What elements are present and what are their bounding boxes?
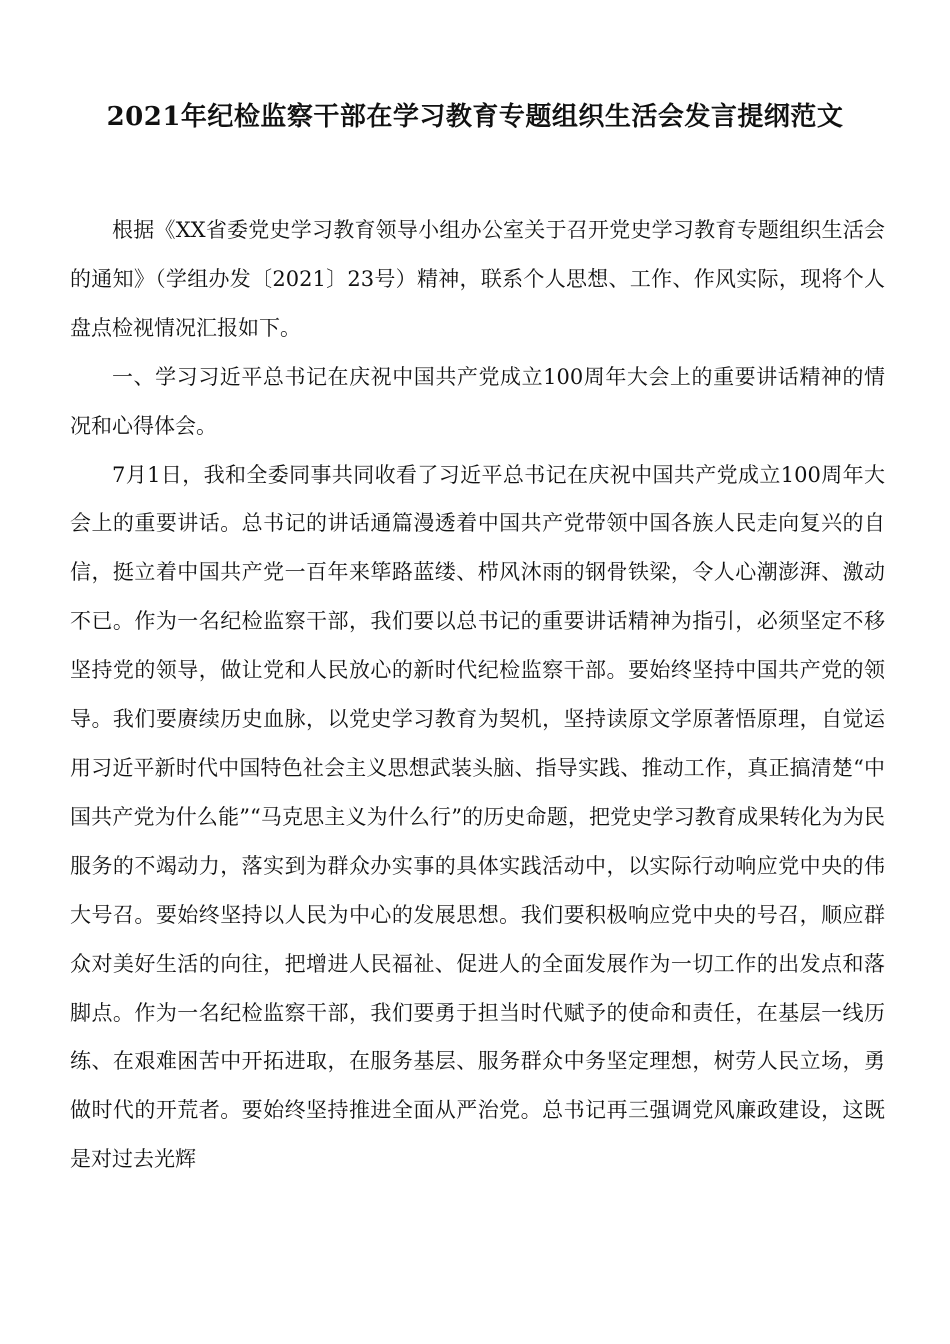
document-body	[70, 206, 885, 1184]
paragraph-body: 7月1日，我和全委同事共同收看了习近平总书记在庆祝中国共产党成立100周年大会上的重要讲话。总书记的讲话通篇漫透着中国共产党带领中国各族人民走向复兴的自信，挺立着中国共产党一百年来筚路蓝缕、栉风沐雨的钢骨铁梁，令人心潮澎湃、激动不已。作为一名纪检监察干部，我们要以总书记的重要讲话精神为指引，必须坚定不移坚持党的领导，做让党和人民放心的新时代纪检监察干部。要始终坚持中国共产党的领导。我们要赓续历史血脉，以党史学习教育为契机，坚持读原文学原著悟原理，自觉运用习近平新时代中国特色社会主义思想武装头脑、指导实践、推动工作，真正搞清楚“中国共产党为什么能”“马克思主义为什么行”的历史命题，把党史学习教育成果转化为为民服务的不竭动力，落实到为群众办实事的具体实践活动中，以实际行动响应党中央的伟大号召。要始终坚持以人民为中心的发展思想。我们要积极响应党中央的号召，顺应群众对美好生活的向往，把增进人民福祉、促进人的全面发展作为一切工作的出发点和落脚点。作为一名纪检监察干部，我们要勇于担当时代赋予的使命和责任，在基层一线历练、在艰难困苦中开拓进取，在服务基层、服务群众中务坚定理想，树劳人民立场，勇做时代的开荒者。要始终坚持推进全面从严治党。总书记再三强调党风廉政建设，这既是对过去光辉	[70, 462, 885, 1172]
document-title: 2021年纪检监察干部在学习教育专题组织生活会发言提纲范文	[106, 102, 844, 132]
paragraph-section-heading: 一、学习习近平总书记在庆祝中国共产党成立100周年大会上的重要讲话精神的情况和心得体会。	[70, 364, 885, 438]
paragraph-intro: 根据《XX省委党史学习教育领导小组办公室关于召开党史学习教育专题组织生活会的通知》（学组办发〔2021〕23号）精神，联系个人思想、工作、作风实际，现将个人盘点检视情况汇报如下。	[70, 218, 885, 340]
